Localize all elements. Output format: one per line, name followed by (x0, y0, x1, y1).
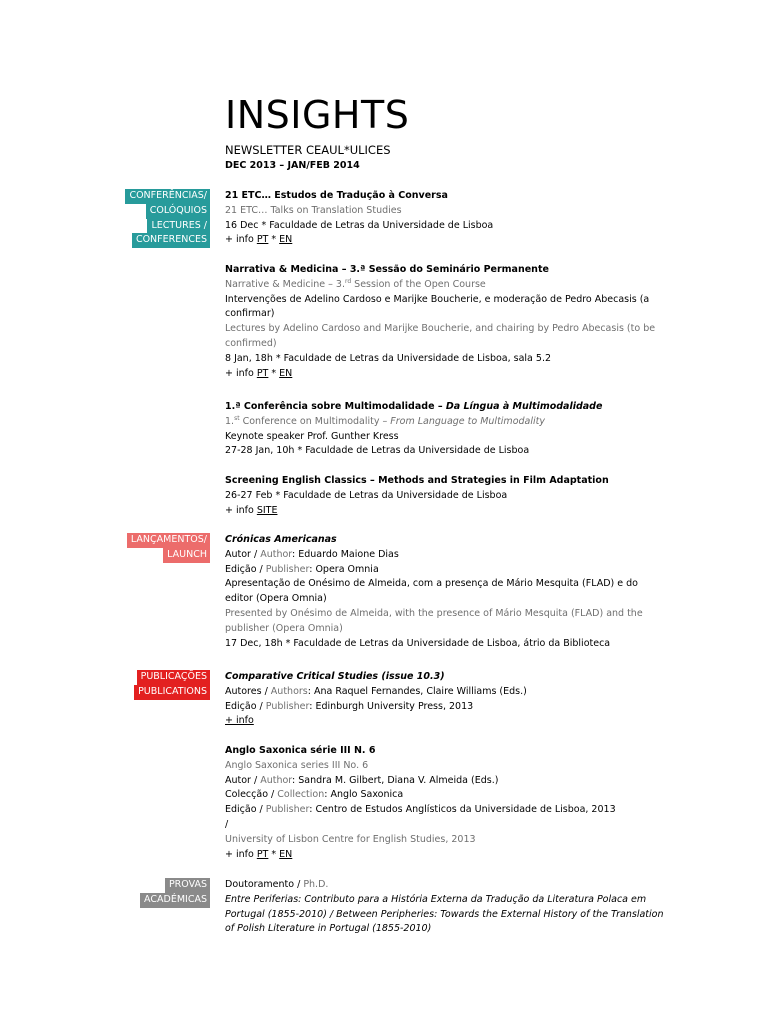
launch-description-pt: Apresentação de Onésimo de Almeida, com a presença de Mário Mesquita (FLAD) e do editor (Opera Omnia) (225, 578, 638, 605)
event-info (225, 233, 665, 248)
section-label-launch (127, 533, 210, 563)
exam-title (225, 878, 665, 893)
info-prefix: + info (225, 504, 257, 516)
publication-title-en: Anglo Saxonica series III No. 6 (225, 759, 369, 771)
link-pt[interactable]: PT (256, 234, 269, 246)
label-line: ACADÉMICAS (140, 893, 210, 908)
publication-title: Anglo Saxonica série III N. 6 (225, 745, 376, 756)
label-line: PUBLICATIONS (134, 685, 210, 700)
link-pt[interactable]: PT (256, 367, 269, 379)
label-en: Authors (270, 685, 308, 697)
event-keynote: Keynote speaker Prof. Gunther Kress (225, 430, 399, 442)
label-line: LAUNCH (163, 548, 210, 563)
publication-publisher (225, 700, 665, 715)
link-en[interactable]: EN (279, 848, 293, 860)
event-title: 21 ETC… Estudos de Tradução à Conversa (225, 190, 448, 201)
publication-title: Comparative Critical Studies (issue 10.3) (225, 671, 445, 682)
event-info (225, 504, 665, 519)
label-pt: Doutoramento / (225, 879, 304, 890)
title-en-part: Narrative & Medicine – 3. (225, 278, 345, 290)
publication-anglo-saxonica (225, 744, 665, 862)
exam-thesis-title: Entre Periferias: Contributo para a História Externa da Tradução da Literatura Polaca em Portugal (1855-2010) / Between Peripheries: Towards the External History of the Translation of Polish Literature in Portugal (1855-2010) (225, 893, 664, 935)
value: : Edinburgh University Press, 2013 (309, 700, 474, 712)
launch-cronicas-americanas (225, 533, 665, 651)
value: : Anglo Saxonica (324, 789, 404, 801)
event-title (225, 400, 665, 415)
newsletter-dates: DEC 2013 – JAN/FEB 2014 (225, 160, 360, 171)
value: : Opera Omnia (309, 563, 379, 575)
publication-comparative-critical-studies (225, 670, 665, 729)
info-prefix: + info (225, 234, 257, 246)
exam-doutoramento (225, 878, 665, 937)
title-en-part: Session of the Open Course (351, 278, 486, 290)
link-pt[interactable]: PT (256, 848, 269, 860)
launch-publisher (225, 563, 665, 578)
event-title-en: 21 ETC… Talks on Translation Studies (225, 204, 402, 216)
label-en: Author (260, 774, 293, 786)
newsletter-subtitle: NEWSLETTER CEAUL*ULICES (225, 143, 391, 157)
launch-description-en: Presented by Onésimo de Almeida, with the presence of Mário Mesquita (FLAD) and the publisher (Opera Omnia) (225, 607, 643, 634)
launch-author (225, 548, 665, 563)
title-en-part: Conference on Multimodality – (239, 415, 391, 427)
title-part-italic: Da Língua à Multimodalidade (445, 401, 603, 412)
event-narrativa-medicina (225, 263, 665, 381)
link-en[interactable]: EN (279, 234, 293, 246)
launch-when-where: 17 Dec, 18h * Faculdade de Letras da Universidade de Lisboa, átrio da Biblioteca (225, 637, 611, 649)
link-en[interactable]: EN (279, 367, 293, 379)
title-en-sup: rd (344, 277, 352, 285)
publication-info (225, 848, 665, 863)
value: : Eduardo Maione Dias (292, 548, 399, 560)
info-prefix: + info (225, 848, 257, 860)
section-label-conferences (125, 189, 210, 248)
event-when-where: 26-27 Feb * Faculdade de Letras da Universidade de Lisboa (225, 489, 508, 501)
publication-publisher-en: University of Lisbon Centre for English Studies, 2013 (225, 833, 476, 845)
label-en: Publisher (265, 563, 310, 575)
label-en: Publisher (265, 700, 310, 712)
info-prefix: + info (225, 367, 257, 379)
publication-collection (225, 788, 665, 803)
label-pt: Edição / (225, 700, 266, 712)
link-sep: * (268, 234, 280, 246)
label-line: CONFERÊNCIAS/ (125, 189, 210, 204)
value: : Centro de Estudos Anglísticos da Universidade de Lisboa, 2013 (309, 804, 616, 816)
publication-authors (225, 685, 665, 700)
section-label-exams (140, 878, 210, 908)
event-title-en (225, 415, 665, 430)
link-sep: * (268, 367, 280, 379)
event-when-where: 8 Jan, 18h * Faculdade de Letras da Universidade de Lisboa, sala 5.2 (225, 352, 552, 364)
event-title: Screening English Classics – Methods and Strategies in Film Adaptation (225, 475, 609, 486)
event-when-where: 16 Dec * Faculdade de Letras da Universidade de Lisboa (225, 219, 494, 231)
label-line: CONFERENCES (132, 233, 210, 248)
title-part: 1.ª Conferência sobre Multimodalidade – (225, 401, 446, 412)
event-info (225, 367, 665, 382)
event-multimodalidade (225, 400, 665, 459)
value: : Ana Raquel Fernandes, Claire Williams (Eds.) (307, 685, 527, 697)
label-pt: Autor / (225, 774, 261, 786)
publication-info-link[interactable]: + info (225, 715, 254, 727)
link-site[interactable]: SITE (256, 504, 278, 516)
label-line: PUBLICAÇÕES (137, 670, 210, 685)
title-en-part-italic: From Language to Multimodality (390, 415, 545, 427)
publication-publisher-slash: / (225, 818, 229, 830)
link-sep: * (268, 848, 280, 860)
event-description-en: Lectures by Adelino Cardoso and Marijke Boucherie, and chairing by Pedro Abecasis (to be confirmed) (225, 323, 656, 349)
section-label-publications (134, 670, 210, 700)
label-en: Ph.D. (303, 879, 329, 890)
event-title: Narrativa & Medicina – 3.ª Sessão do Seminário Permanente (225, 264, 549, 275)
label-en: Publisher (265, 804, 310, 816)
title-en-part: 1. (225, 415, 235, 427)
event-screening-classics (225, 474, 665, 518)
publication-publisher (225, 803, 665, 818)
label-pt: Edição / (225, 563, 266, 575)
label-en: Author (260, 548, 293, 560)
label-pt: Colecção / (225, 789, 278, 801)
label-line: COLÓQUIOS (146, 204, 210, 219)
label-pt: Autores / (225, 685, 271, 697)
publication-author (225, 774, 665, 789)
title-en-sup: st (234, 414, 240, 422)
value: : Sandra M. Gilbert, Diana V. Almeida (Eds.) (292, 774, 499, 786)
label-line: LANÇAMENTOS/ (127, 533, 210, 548)
label-pt: Edição / (225, 804, 266, 816)
label-en: Collection (277, 789, 325, 801)
launch-title: Crónicas Americanas (225, 534, 337, 545)
label-pt: Autor / (225, 548, 261, 560)
event-when-where: 27-28 Jan, 10h * Faculdade de Letras da Universidade de Lisboa (225, 445, 530, 457)
event-description-pt: Intervenções de Adelino Cardoso e Marijke Boucherie, e moderação de Pedro Abecasis (a confirmar) (225, 293, 650, 320)
newsletter-title: INSIGHTS (225, 93, 410, 137)
label-line: LECTURES / (147, 219, 210, 234)
label-line: PROVAS (165, 878, 210, 893)
event-21etc (225, 189, 665, 248)
event-title-en (225, 278, 665, 293)
